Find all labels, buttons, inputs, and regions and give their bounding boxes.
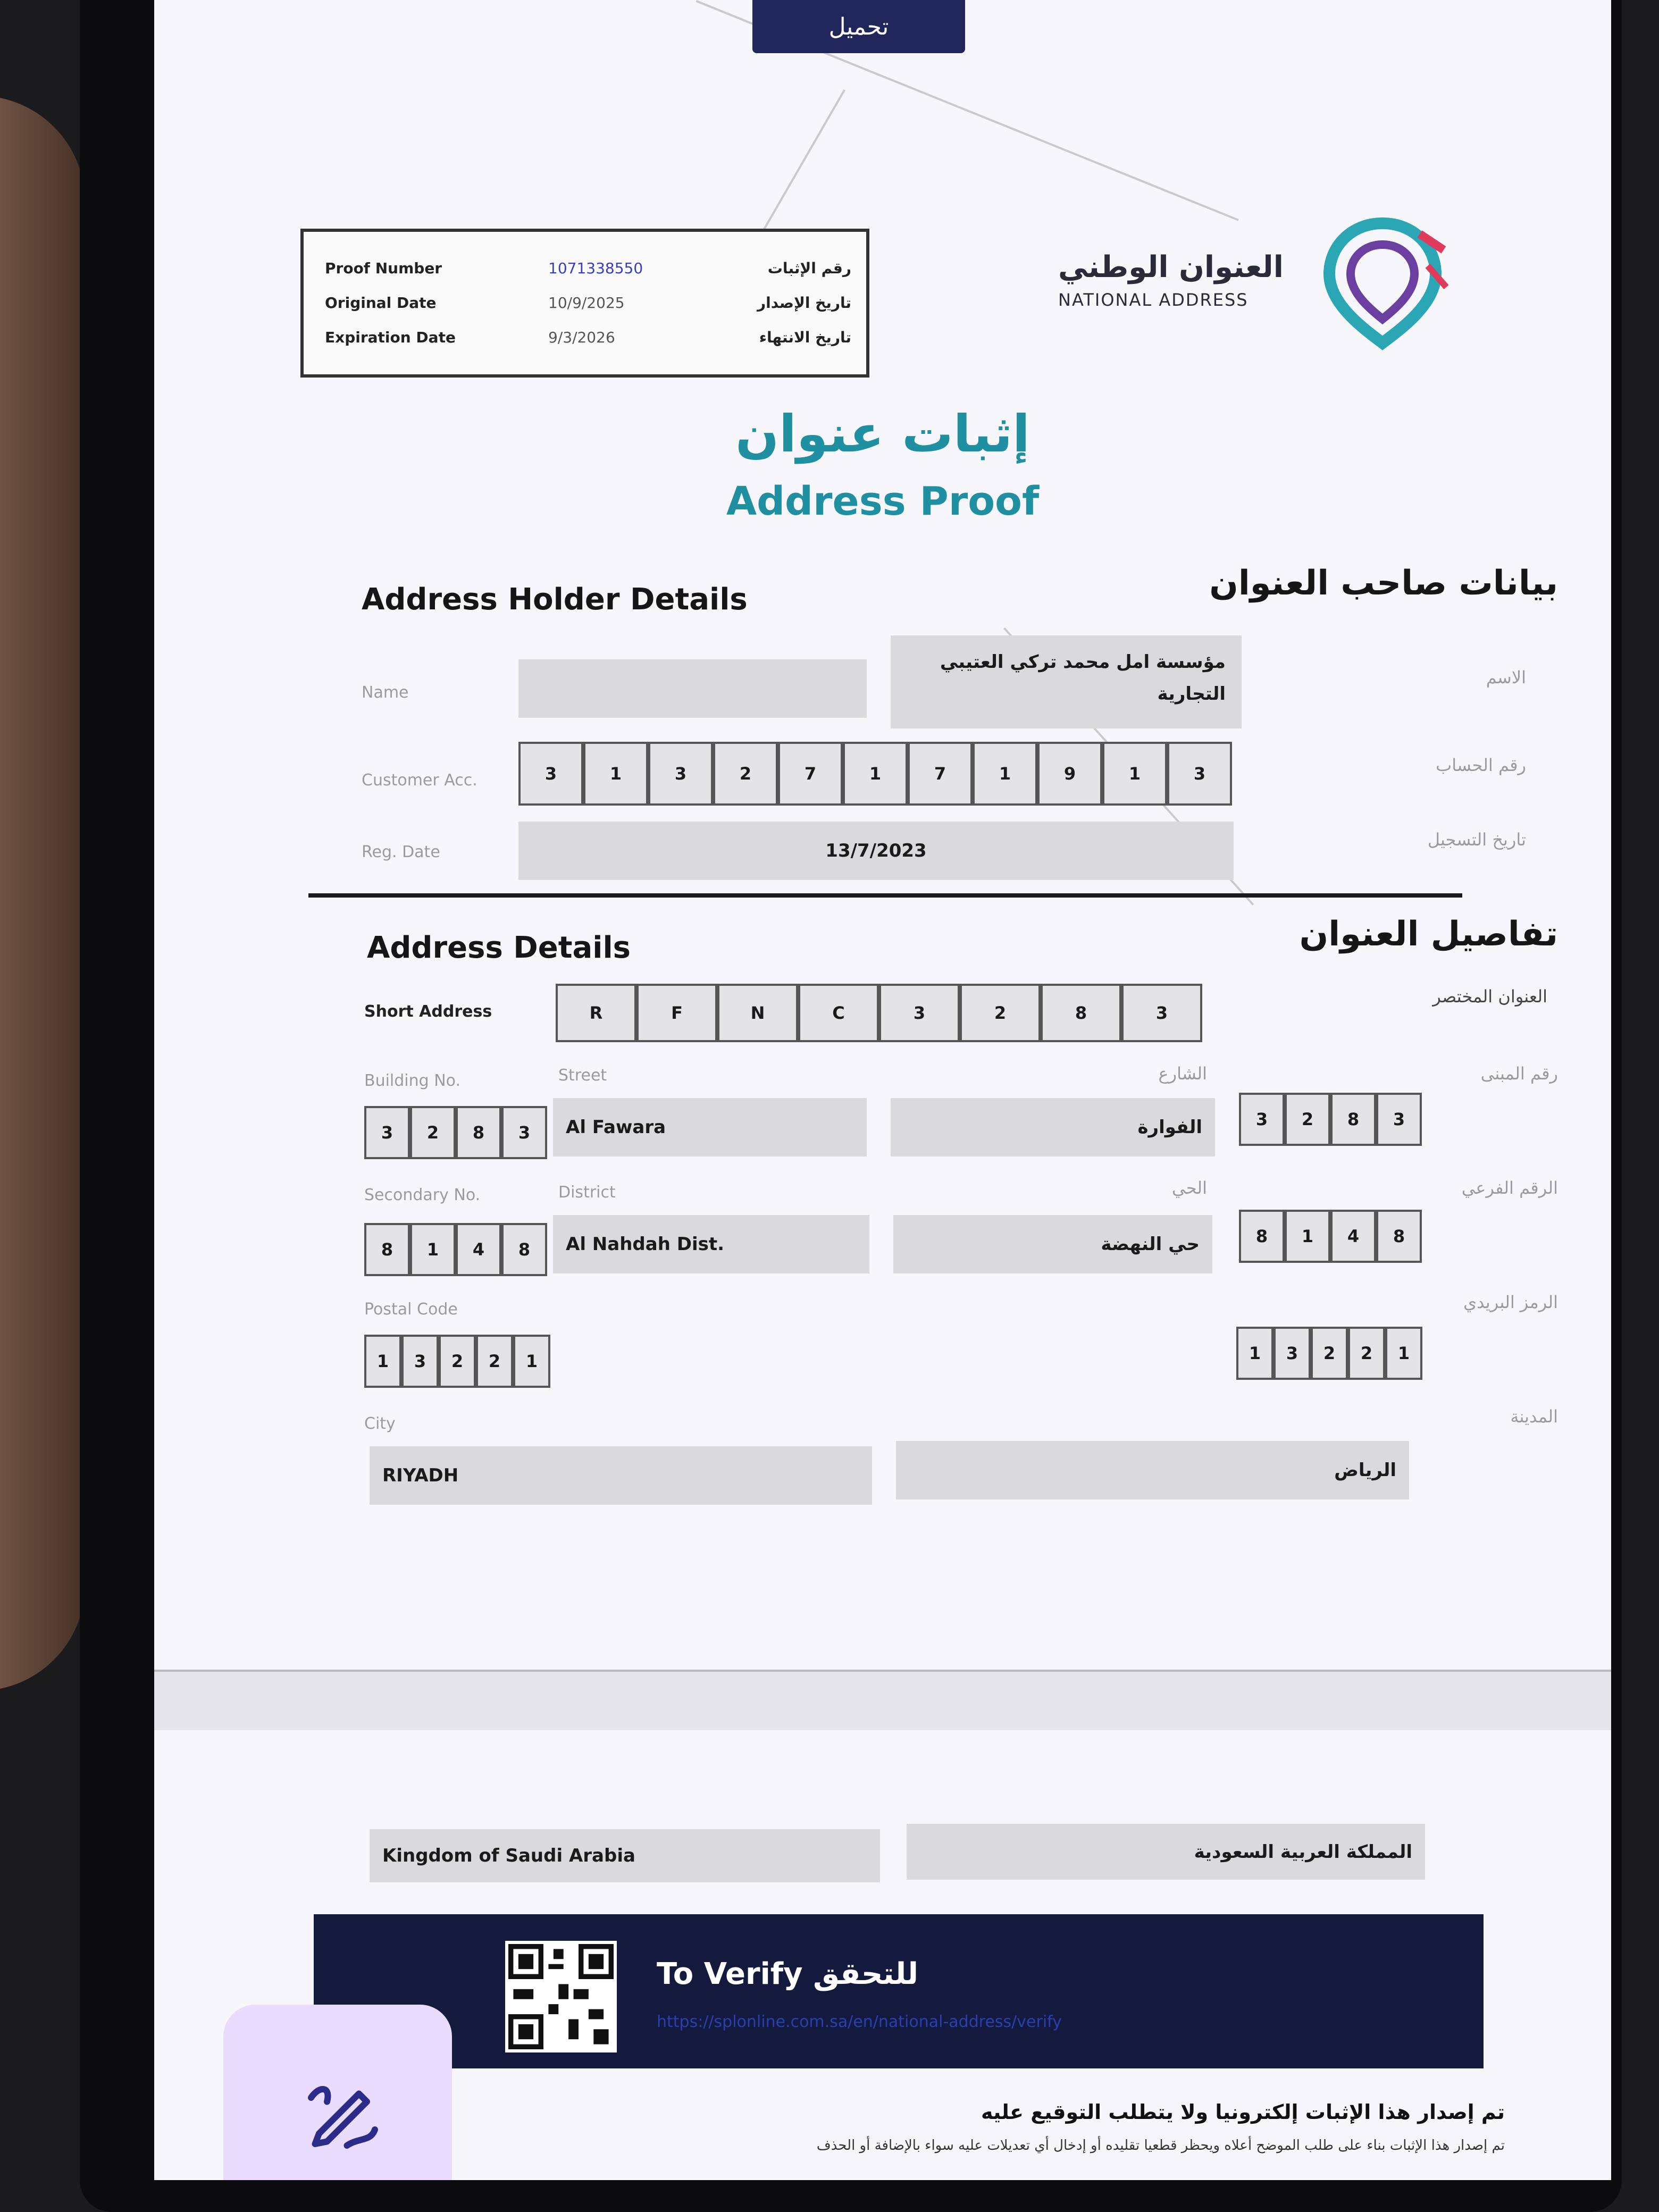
page-title-en: Address Proof [726, 479, 1040, 524]
postal-digit-cell: 1 [513, 1335, 550, 1388]
postal-digit-cell: 2 [476, 1335, 513, 1388]
building-digit-cell-ar: 2 [1285, 1093, 1330, 1146]
name-label: Name [362, 683, 409, 702]
city-field-ar [896, 1441, 1409, 1499]
street-value-ar: الفوارة [1137, 1117, 1202, 1138]
account-digit-cell: 3 [648, 742, 713, 806]
national-address-logo-icon [1313, 213, 1452, 351]
building-digits [364, 1106, 547, 1159]
page-break-band [154, 1670, 1611, 1730]
secondary-digit-cell: 8 [501, 1223, 547, 1276]
building-digit-cell-ar: 8 [1330, 1093, 1376, 1146]
holder-heading: Address Holder Details [362, 582, 748, 617]
postal-digit-cell-ar: 1 [1236, 1327, 1273, 1380]
building-digit-cell-ar: 3 [1239, 1093, 1285, 1146]
street-label-ar: الشارع [1158, 1063, 1207, 1084]
legal-note: تم إصدار هذا الإثبات بناء على طلب الموضح أعلاه ويحظر قطعيا تقليده أو إدخال أي تعديلات عليه سواء بالإضافة أو الحذف [816, 2138, 1505, 2154]
district-label: District [558, 1183, 616, 1202]
verify-bar [314, 1914, 1484, 2068]
short-address-chars [556, 984, 1202, 1042]
account-digit-cell: 3 [518, 742, 583, 806]
account-label-ar: رقم الحساب [1436, 755, 1526, 775]
secondary-digits-ar [1239, 1210, 1422, 1263]
street-field-ar [891, 1098, 1215, 1157]
expiration-date-row [325, 322, 851, 354]
country-value-ar: المملكة العربية السعودية [1194, 1841, 1412, 1863]
account-digit-cell: 1 [843, 742, 908, 806]
postal-digits [364, 1335, 550, 1388]
city-field [370, 1446, 872, 1505]
account-digit-cell: 7 [908, 742, 973, 806]
name-field [891, 635, 1242, 728]
address-heading-ar: تفاصيل العنوان [1299, 915, 1558, 954]
reg-date-value: 13/7/2023 [825, 840, 927, 861]
city-label: City [364, 1414, 396, 1433]
proof-number-row [325, 253, 851, 285]
proof-number-label: Proof Number [325, 259, 442, 277]
reg-date-label-ar: تاريخ التسجيل [1427, 830, 1526, 850]
address-heading: Address Details [367, 931, 631, 965]
short-address-label-ar: العنوان المختصر [1432, 986, 1547, 1007]
account-digit-cell: 1 [973, 742, 1037, 806]
document-screen [154, 0, 1611, 2180]
reg-date-field [518, 822, 1234, 880]
secondary-digit-cell: 1 [410, 1223, 456, 1276]
building-digit-cell: 3 [501, 1106, 547, 1159]
secondary-digit-cell-ar: 1 [1285, 1210, 1330, 1263]
secondary-digit-cell-ar: 8 [1376, 1210, 1422, 1263]
original-date-label: Original Date [325, 294, 437, 312]
short-address-cell: 8 [1041, 984, 1121, 1042]
street-label: Street [558, 1066, 607, 1085]
building-digit-cell: 3 [364, 1106, 410, 1159]
expiration-date-value: 9/3/2026 [548, 329, 615, 346]
country-value: Kingdom of Saudi Arabia [382, 1845, 635, 1866]
building-label: Building No. [364, 1071, 461, 1090]
short-address-cell: 3 [879, 984, 960, 1042]
district-field [553, 1215, 869, 1273]
postal-digit-cell: 1 [364, 1335, 401, 1388]
building-digit-cell: 2 [410, 1106, 456, 1159]
short-address-cell: C [798, 984, 879, 1042]
name-value: مؤسسة امل محمد تركي العتيبي التجارية [940, 651, 1226, 705]
postal-digit-cell-ar: 1 [1385, 1327, 1422, 1380]
pen-edit-icon[interactable] [303, 2074, 383, 2154]
original-date-row [325, 288, 851, 320]
postal-digit-cell: 3 [401, 1335, 439, 1388]
building-digit-cell: 8 [456, 1106, 501, 1159]
finger-shadow [0, 96, 85, 1691]
verify-title: To Verify للتحقق [657, 1957, 919, 1991]
district-value-ar: حي النهضة [1101, 1234, 1200, 1255]
street-value: Al Fawara [566, 1117, 666, 1138]
secondary-digit-cell-ar: 8 [1239, 1210, 1285, 1263]
secondary-digits [364, 1223, 547, 1276]
account-digit-cell: 1 [583, 742, 648, 806]
name-field-empty [518, 659, 867, 718]
account-digit-cell: 1 [1102, 742, 1167, 806]
postal-digit-cell-ar: 2 [1311, 1327, 1348, 1380]
account-digit-cell: 3 [1167, 742, 1232, 806]
district-field-ar [893, 1215, 1212, 1273]
short-address-label: Short Address [364, 1002, 492, 1021]
logo-text-en: NATIONAL ADDRESS [1058, 290, 1249, 310]
district-label-ar: الحي [1172, 1178, 1207, 1198]
proof-number-label-ar: رقم الإثبات [767, 259, 851, 277]
short-address-cell: 3 [1121, 984, 1202, 1042]
street-field [553, 1098, 867, 1157]
account-digit-cell: 9 [1037, 742, 1102, 806]
short-address-cell: N [717, 984, 798, 1042]
account-digits [518, 742, 1232, 806]
secondary-digit-cell-ar: 4 [1330, 1210, 1376, 1263]
postal-label: Postal Code [364, 1300, 458, 1319]
original-date-label-ar: تاريخ الإصدار [757, 294, 851, 312]
postal-digit-cell-ar: 2 [1348, 1327, 1385, 1380]
download-button[interactable]: تحميل [752, 0, 965, 53]
expiration-date-label-ar: تاريخ الانتهاء [759, 329, 851, 346]
city-label-ar: المدينة [1510, 1406, 1558, 1427]
city-value-ar: الرياض [1334, 1460, 1396, 1481]
short-address-cell: R [556, 984, 636, 1042]
verify-link[interactable]: https://splonline.com.sa/en/national-address/verify [657, 2013, 1062, 2031]
building-digits-ar [1239, 1093, 1422, 1146]
postal-digit-cell: 2 [439, 1335, 476, 1388]
city-value: RIYADH [382, 1465, 459, 1486]
district-value: Al Nahdah Dist. [566, 1234, 725, 1255]
name-label-ar: الاسم [1486, 667, 1526, 688]
building-digit-cell-ar: 3 [1376, 1093, 1422, 1146]
postal-digit-cell-ar: 3 [1273, 1327, 1311, 1380]
secondary-digit-cell: 4 [456, 1223, 501, 1276]
logo-text-ar: العنوان الوطني [1058, 250, 1284, 284]
secondary-label: Secondary No. [364, 1186, 481, 1204]
original-date-value: 10/9/2025 [548, 294, 625, 312]
account-label: Customer Acc. [362, 771, 477, 790]
postal-label-ar: الرمز البريدي [1463, 1292, 1558, 1312]
account-digit-cell: 7 [778, 742, 843, 806]
postal-digits-ar [1236, 1327, 1422, 1380]
page-title-ar: إثبات عنوان [735, 404, 1030, 464]
holder-heading-ar: بيانات صاحب العنوان [1209, 564, 1558, 603]
short-address-cell: F [636, 984, 717, 1042]
building-label-ar: رقم المبنى [1480, 1063, 1558, 1084]
expiration-date-label: Expiration Date [325, 329, 456, 346]
qr-code-icon[interactable] [505, 1941, 617, 2052]
account-digit-cell: 2 [713, 742, 778, 806]
proof-number-value: 1071338550 [548, 259, 643, 277]
short-address-cell: 2 [960, 984, 1041, 1042]
secondary-label-ar: الرقم الفرعي [1461, 1178, 1558, 1198]
reg-date-label: Reg. Date [362, 843, 440, 861]
country-field-ar [907, 1824, 1425, 1880]
proof-info-box [300, 229, 869, 378]
electronic-note: تم إصدار هذا الإثبات إلكترونيا ولا يتطلب التوقيع عليه [981, 2100, 1505, 2124]
section-divider [308, 893, 1462, 898]
country-field [370, 1829, 880, 1882]
secondary-digit-cell: 8 [364, 1223, 410, 1276]
